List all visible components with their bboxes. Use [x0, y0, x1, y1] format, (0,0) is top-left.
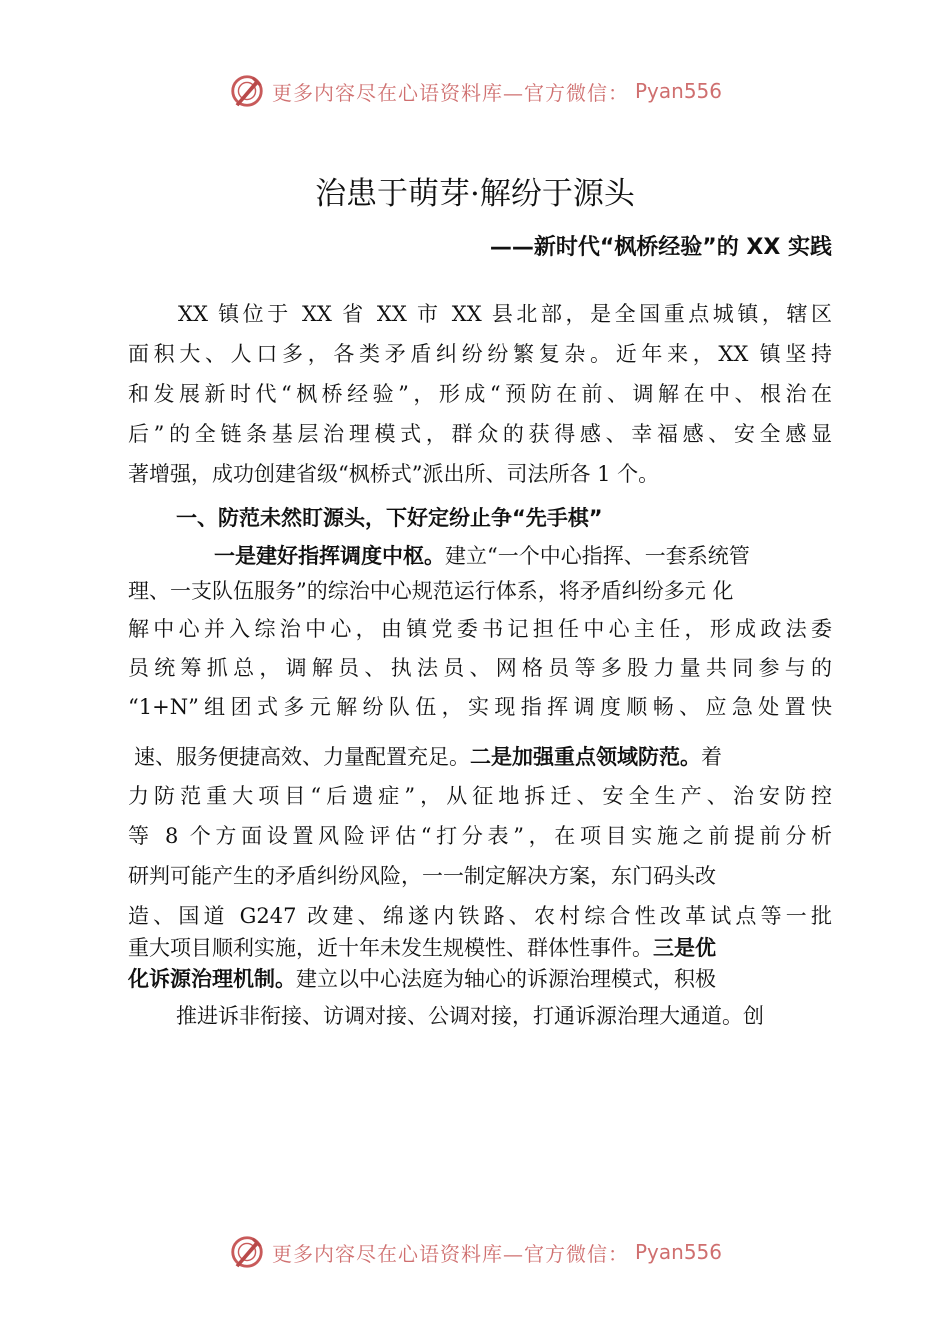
text-run: 重大项目顺利实施，近十年未发生规模性、群体性事件。: [128, 936, 653, 960]
watermark-text: 更多内容尽在心语资料库—官方微信：: [271, 80, 629, 105]
text-run: 速、服务便捷高效、力量配置充足。: [134, 745, 470, 769]
paragraph-line: 推进诉非衔接、访调对接、公调对接，打通诉源治理大通道。创: [176, 1004, 764, 1028]
paragraph-line: 解中心并入综治中心，由镇党委书记担任中心主任，形成政法委: [128, 617, 832, 641]
text-run: 建立“一个中心指挥、一套系统管: [445, 544, 750, 568]
document-title: 治患于萌芽·解纷于源头: [315, 176, 635, 212]
document-subtitle: ——新时代“枫桥经验”的 XX 实践: [489, 235, 832, 260]
pen-circle-icon: [228, 72, 266, 110]
paragraph-line: 造、国道 G247 改建、绵遂内铁路、农村综合性改革试点等一批: [128, 904, 832, 928]
watermark-text: 更多内容尽在心语资料库—官方微信：: [271, 1241, 629, 1266]
paragraph-line: 面积大、人口多，各类矛盾纠纷纷繁复杂。近年来，XX 镇坚持: [128, 342, 832, 366]
paragraph-line: 力防范重大项目“后遗症”，从征地拆迁、安全生产、治安防控: [128, 784, 832, 808]
watermark-id: Pyan556: [634, 79, 722, 103]
paragraph-line: 等 8 个方面设置风险评估“打分表”，在项目实施之前提前分析: [128, 824, 832, 848]
paragraph-line: [128, 963, 716, 993]
emphasis: 三是优: [653, 936, 716, 960]
paragraph-line: [134, 741, 722, 771]
paragraph-line: 员统筹抓总，调解员、执法员、网格员等多股力量共同参与的: [128, 656, 832, 680]
paragraph-line: 理、一支队伍服务”的综治中心规范运行体系，将矛盾纠纷多元 化: [128, 579, 734, 603]
paragraph-line: “1+N”组团式多元解纷队伍，实现指挥调度顺畅、应急处置快: [128, 695, 832, 719]
watermark-id: Pyan556: [634, 1240, 722, 1264]
section-heading: 一、防范未然盯源头，下好定纷止争“先手棋”: [176, 506, 603, 530]
paragraph-line: 著增强，成功创建省级“枫桥式”派出所、司法所各 1 个。: [128, 462, 660, 486]
paragraph-line: [214, 540, 750, 570]
pen-circle-icon: [228, 1233, 266, 1271]
emphasis: 一是建好指挥调度中枢。: [214, 544, 445, 568]
emphasis: 化诉源治理机制。: [128, 967, 296, 991]
paragraph-line: 研判可能产生的矛盾纠纷风险，一一制定解决方案，东门码头改: [128, 864, 716, 888]
paragraph-line: [128, 932, 716, 962]
text-run: 建立以中心法庭为轴心的诉源治理模式，积极: [296, 967, 716, 991]
paragraph-line: XX 镇位于 XX 省 XX 市 XX 县北部，是全国重点城镇，辖区: [178, 302, 832, 326]
emphasis: 二是加强重点领域防范。: [470, 745, 701, 769]
text-run: 着: [701, 745, 722, 769]
paragraph-line: 后”的全链条基层治理模式，群众的获得感、幸福感、安全感显: [128, 422, 832, 446]
watermark-banner-top: [0, 72, 950, 110]
watermark-banner-bottom: [0, 1233, 950, 1271]
paragraph-line: 和发展新时代“枫桥经验”，形成“预防在前、调解在中、根治在: [128, 382, 832, 406]
